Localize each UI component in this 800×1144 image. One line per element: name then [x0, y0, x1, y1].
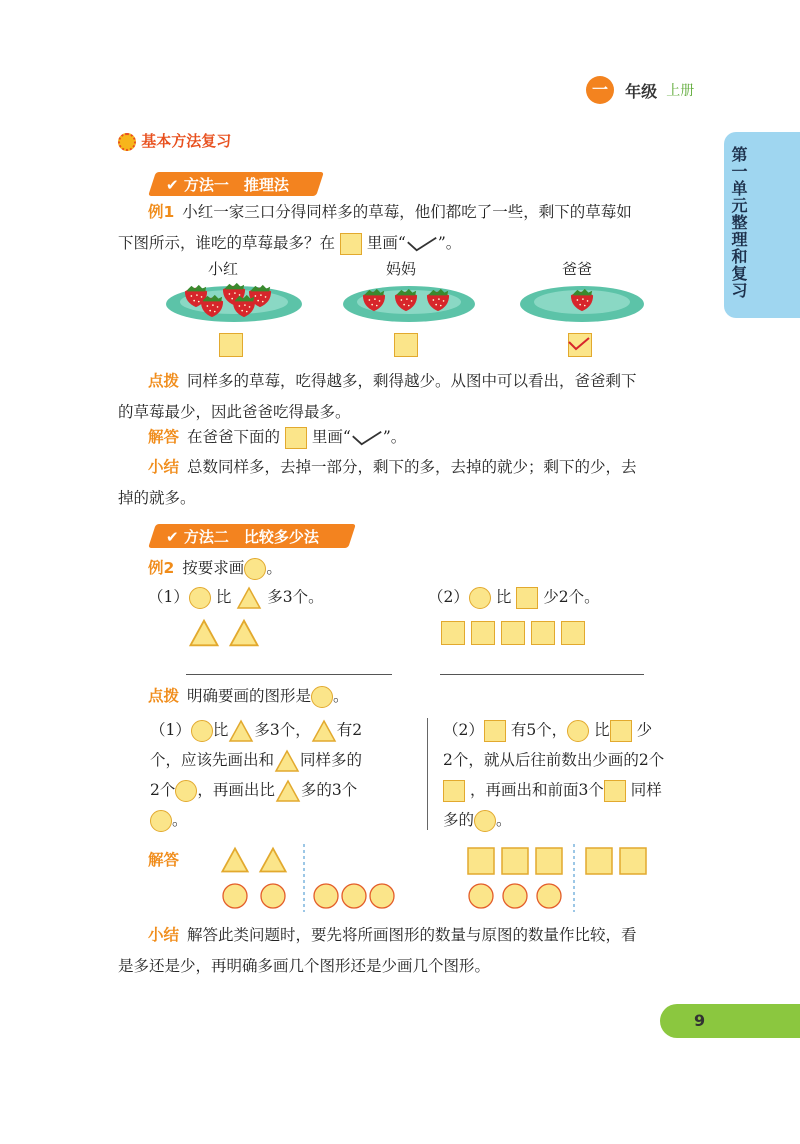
- strawberry-plates: [160, 278, 660, 328]
- square-icon: [516, 587, 538, 609]
- example2-instruction: 按要求画: [182, 559, 245, 577]
- unit-side-tab: [724, 132, 800, 318]
- right-l1a: （2）: [443, 721, 484, 739]
- right-l1d: 少: [636, 721, 653, 739]
- method2-summary: [118, 920, 698, 982]
- square-icon: [610, 720, 632, 742]
- example1-text: [118, 197, 698, 259]
- right-l1b: 有5个，: [510, 721, 568, 739]
- square-icon: [604, 780, 626, 802]
- q2-less: 少2个。: [543, 588, 600, 606]
- circle-icon: [311, 686, 333, 708]
- example1-line2b: 里画“: [366, 234, 406, 252]
- volume-label: 上册: [666, 83, 695, 99]
- square-icon: [484, 720, 506, 742]
- person-label-baba: 爸爸: [562, 260, 593, 278]
- left-l3b: ，再画出比: [197, 781, 275, 799]
- answer2-left-shapes: [218, 844, 398, 914]
- tip2-text: 明确要画的图形是: [187, 687, 312, 705]
- left-l1a: （1）: [150, 721, 191, 739]
- q2-bi: 比: [495, 588, 512, 606]
- method2-bar: [152, 524, 352, 548]
- left-l3c: 多的3个: [300, 781, 358, 799]
- grade-header: [586, 76, 694, 104]
- example1-line2a: 下图所示，谁吃的草莓最多？在: [118, 234, 336, 252]
- circle-icon: [191, 720, 213, 742]
- circle-icon: [244, 558, 266, 580]
- summary1-line1: 总数同样多，去掉一部分，剩下的多，去掉的就少；剩下的少，去: [187, 458, 637, 476]
- left-l3a: 2个: [150, 781, 176, 799]
- circle-icon: [469, 587, 491, 609]
- q2-prefix: （2）: [428, 588, 469, 606]
- unit-side-tab-text: 第一单元整理和复习: [729, 146, 748, 299]
- tip1-line2: 的草莓最少，因此爸爸吃得最多。: [118, 403, 351, 421]
- check-mark-icon: [406, 235, 438, 253]
- explain-left: （1） 比 多3个， 有2 个，应该先画出和 同样多的 2个 ，再画出比 多的3个 。: [150, 715, 420, 835]
- q1-answer-line[interactable]: [186, 674, 392, 675]
- check-icon: ✔: [166, 176, 179, 194]
- check-icon: ✔: [166, 528, 179, 546]
- grade-label: 年级: [625, 81, 658, 101]
- page-number: 9: [694, 1011, 706, 1030]
- method2-bar-label: 方法二 比较多少法: [183, 528, 319, 546]
- circle-icon: [175, 780, 197, 802]
- right-l3a: ，再画出和前面3个: [469, 781, 604, 799]
- person-label-xiaohong: 小红: [208, 260, 239, 278]
- q2-answer-line[interactable]: [440, 674, 644, 675]
- square-icon: [471, 621, 495, 645]
- triangle-icon: [311, 719, 337, 743]
- right-l1c: 比: [594, 721, 610, 739]
- triangle-icon: [228, 719, 254, 743]
- method1-summary: [118, 452, 698, 514]
- left-l1c: 多3个，: [254, 721, 311, 739]
- q1-bi: 比: [215, 588, 232, 606]
- explain-right: （2） 有5个， 比 少 2个，就从后往前数出少画的2个 ，再画出和前面3个 同样 多的 。: [443, 715, 713, 835]
- example1-line2c: ”。: [437, 234, 462, 252]
- person-label-mama: 妈妈: [386, 260, 417, 278]
- answer2-right-shapes: [462, 844, 662, 914]
- section-heading-text: 基本方法复习: [141, 132, 232, 150]
- summary2-line1: 解答此类问题时，要先将所画图形的数量与原图的数量作比较，看: [187, 926, 637, 944]
- right-l3b: 同样: [630, 781, 662, 799]
- summary1-label: 小结: [148, 458, 180, 476]
- grade-badge: 一: [586, 76, 614, 104]
- square-icon: [441, 621, 465, 645]
- explain-divider: [427, 718, 428, 830]
- answer-box-mama[interactable]: [394, 333, 418, 357]
- question1: [148, 582, 324, 613]
- right-l2: 2个，就从后往前数出少画的2个: [443, 751, 665, 769]
- q1-prefix: （1）: [148, 588, 189, 606]
- answer1-label: 解答: [148, 428, 180, 446]
- q1-more: 多3个。: [267, 588, 324, 606]
- section-heading: [118, 130, 231, 151]
- plate-mama: [343, 286, 475, 322]
- summary2-line2: 是多还是少，再明确多画几个图形还是少画几个图形。: [118, 957, 491, 975]
- left-l2a: 个，应该先画出和: [150, 751, 275, 769]
- q2-squares: [441, 621, 585, 645]
- left-l1b: 比: [212, 721, 229, 739]
- tip1-line1: 同样多的草莓，吃得越多，剩得越少。从图中可以看出，爸爸剩下: [187, 372, 637, 390]
- right-l4: 多的: [443, 811, 475, 829]
- method1-answer: [118, 422, 698, 453]
- answer-box-baba[interactable]: [568, 333, 592, 357]
- answer1-a: 在爸爸下面的: [187, 428, 281, 446]
- answer-box-icon: [285, 427, 307, 449]
- triangle-icon: [274, 749, 300, 773]
- sun-icon: [118, 133, 136, 151]
- circle-icon: [474, 810, 496, 832]
- answer-box-xiaohong[interactable]: [219, 333, 243, 357]
- plate-baba: [520, 286, 644, 322]
- method1-tip: [118, 366, 698, 428]
- square-icon: [501, 621, 525, 645]
- page-number-tab: [660, 1004, 800, 1038]
- tip1-label: 点拨: [148, 372, 180, 390]
- answer-box-icon: [340, 233, 362, 255]
- answer1-b: 里画“: [311, 428, 351, 446]
- method1-bar-label: 方法一 推理法: [183, 176, 289, 194]
- square-icon: [561, 621, 585, 645]
- left-l1d: 有2: [336, 721, 363, 739]
- q1-triangles: [188, 618, 268, 648]
- circle-icon: [567, 720, 589, 742]
- summary1-line2: 掉的就多。: [118, 489, 196, 507]
- square-icon: [443, 780, 465, 802]
- check-mark-icon: [351, 429, 383, 447]
- example2-text: 例2 按要求画 。: [148, 553, 282, 584]
- triangle-icon: [275, 779, 301, 803]
- example1-line1: 小红一家三口分得同样多的草莓，他们都吃了一些，剩下的草莓如: [182, 203, 632, 221]
- method1-bar: [152, 172, 320, 196]
- example2-label: 例2: [148, 559, 175, 577]
- answer1-c: ”。: [382, 428, 407, 446]
- triangle-icon: [236, 586, 262, 610]
- question2: [428, 582, 600, 613]
- summary2-label: 小结: [148, 926, 180, 944]
- circle-icon: [189, 587, 211, 609]
- answer2-label: 解答: [148, 851, 180, 869]
- example1-label: 例1: [148, 203, 175, 221]
- square-icon: [531, 621, 555, 645]
- left-l2b: 同样多的: [300, 751, 363, 769]
- red-check-icon: [567, 334, 591, 354]
- plate-xiaohong: [166, 283, 302, 322]
- circle-icon: [150, 810, 172, 832]
- method2-tip: 点拨 明确要画的图形是 。: [148, 681, 349, 712]
- tip2-label: 点拨: [148, 687, 180, 705]
